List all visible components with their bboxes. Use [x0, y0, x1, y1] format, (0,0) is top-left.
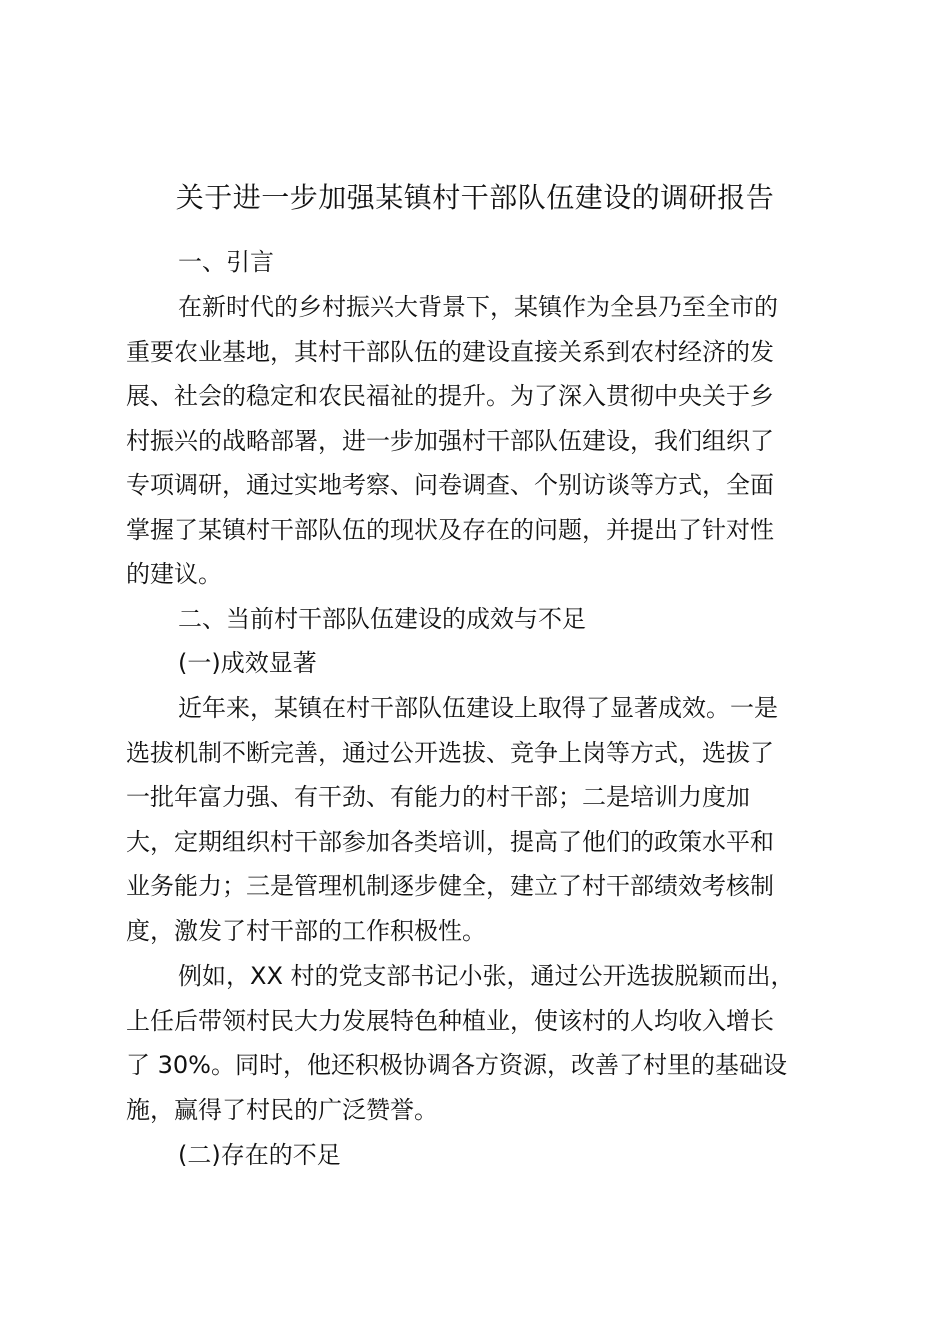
paragraph-line: 业务能力；三是管理机制逐步健全，建立了村干部绩效考核制 — [126, 872, 774, 900]
section-heading-achievements-and-shortcomings: 二、当前村干部队伍建设的成效与不足 — [178, 605, 586, 633]
achievements-paragraph — [126, 686, 831, 953]
paragraph-line: 专项调研，通过实地考察、问卷调查、个别访谈等方式，全面 — [126, 471, 774, 499]
paragraph-line: 了 30%。同时，他还积极协调各方资源，改善了村里的基础设 — [126, 1051, 787, 1079]
paragraph-line: 上任后带领村民大力发展特色种植业，使该村的人均收入增长 — [126, 1006, 774, 1035]
section-heading-introduction: 一、引言 — [178, 248, 274, 276]
paragraph-line: 大，定期组织村干部参加各类培训，提高了他们的政策水平和 — [126, 827, 774, 856]
subsection-heading-achievements: (一)成效显著 — [178, 649, 317, 677]
paragraph-line: 施，赢得了村民的广泛赞誉。 — [126, 1095, 438, 1124]
subsection-heading-shortcomings: (二)存在的不足 — [178, 1141, 341, 1169]
paragraph-line: 重要农业基地，其村干部队伍的建设直接关系到农村经济的发 — [126, 337, 774, 366]
introduction-paragraph — [126, 285, 831, 597]
paragraph-line: 在新时代的乡村振兴大背景下，某镇作为全县乃至全市的 — [178, 293, 778, 321]
paragraph-line: 展、社会的稳定和农民福祉的提升。为了深入贯彻中央关于乡 — [126, 382, 774, 410]
example-paragraph — [126, 954, 831, 1132]
paragraph-line: 选拔机制不断完善，通过公开选拔、竞争上岗等方式，选拔了 — [126, 738, 774, 767]
paragraph-line: 近年来，某镇在村干部队伍建设上取得了显著成效。一是 — [178, 694, 778, 722]
paragraph-line: 例如，XX 村的党支部书记小张，通过公开选拔脱颖而出， — [178, 962, 795, 990]
paragraph-line: 掌握了某镇村干部队伍的现状及存在的问题，并提出了针对性 — [126, 515, 774, 544]
paragraph-line: 的建议。 — [126, 560, 222, 588]
paragraph-line: 一批年富力强、有干劲、有能力的村干部；二是培训力度加 — [126, 783, 750, 811]
paragraph-line: 度，激发了村干部的工作积极性。 — [126, 916, 486, 945]
paragraph-line: 村振兴的战略部署，进一步加强村干部队伍建设，我们组织了 — [126, 426, 774, 455]
document-title: 关于进一步加强某镇村干部队伍建设的调研报告 — [175, 181, 775, 214]
